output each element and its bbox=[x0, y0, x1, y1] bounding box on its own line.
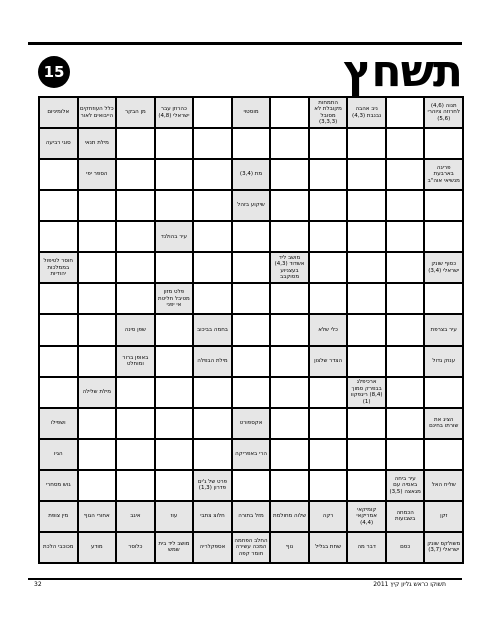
clue-text: עיר בהולנד bbox=[160, 233, 187, 240]
top-rule bbox=[28, 42, 462, 45]
clue-cell bbox=[193, 501, 232, 532]
clue-text: ושפילו bbox=[50, 419, 66, 426]
clue-cell bbox=[424, 408, 463, 439]
answer-cell[interactable] bbox=[116, 159, 155, 190]
answer-cell[interactable] bbox=[347, 252, 386, 283]
answer-cell[interactable] bbox=[116, 221, 155, 252]
clue-text: ניב אהבה נבנבת (4,3) bbox=[352, 106, 382, 119]
clue-cell bbox=[232, 408, 271, 439]
answer-cell[interactable] bbox=[78, 470, 117, 501]
clue-text: בחמה בביכוב bbox=[196, 326, 228, 333]
clue-cell bbox=[424, 97, 463, 128]
crossword-grid bbox=[38, 96, 464, 564]
answer-cell[interactable] bbox=[386, 159, 425, 190]
clue-cell bbox=[232, 190, 271, 221]
answer-cell[interactable] bbox=[78, 283, 117, 314]
puzzle-title: תשחץ bbox=[343, 46, 462, 97]
answer-cell[interactable] bbox=[116, 377, 155, 408]
answer-cell[interactable] bbox=[78, 221, 117, 252]
clue-cell bbox=[386, 470, 425, 501]
clue-cell bbox=[78, 159, 117, 190]
answer-cell[interactable] bbox=[155, 190, 194, 221]
clue-text: קומיקאי אמריקאי (4,4) bbox=[356, 506, 377, 526]
clue-text: מן הבקר bbox=[124, 109, 146, 116]
clue-cell bbox=[39, 501, 78, 532]
clue-text: כהרוזן עבר ישראלי (4,8) bbox=[158, 106, 190, 119]
clue-text: שיקוע בזהל bbox=[237, 202, 265, 209]
answer-cell[interactable] bbox=[347, 314, 386, 345]
answer-cell[interactable] bbox=[39, 190, 78, 221]
clue-text: פרט של ג'ים פדרון (1,3) bbox=[197, 478, 228, 492]
answer-cell[interactable] bbox=[386, 97, 425, 128]
clue-cell bbox=[309, 314, 348, 345]
clue-cell bbox=[232, 532, 271, 563]
clue-cell bbox=[116, 97, 155, 128]
clue-text: שלוה מחולמת bbox=[272, 513, 307, 520]
clue-text: מין צופת bbox=[48, 513, 69, 520]
answer-cell[interactable] bbox=[347, 346, 386, 377]
clue-text: שחת בגליל bbox=[315, 544, 341, 551]
answer-cell[interactable] bbox=[39, 377, 78, 408]
clue-cell bbox=[193, 532, 232, 563]
clue-text: גוש מסחרי bbox=[45, 482, 71, 489]
clue-text: דבר מה bbox=[357, 544, 376, 551]
answer-cell[interactable] bbox=[347, 408, 386, 439]
answer-cell[interactable] bbox=[386, 377, 425, 408]
clue-cell bbox=[232, 501, 271, 532]
clue-cell bbox=[39, 532, 78, 563]
clue-text: אלומיניום bbox=[47, 109, 70, 116]
clue-cell bbox=[347, 532, 386, 563]
answer-cell[interactable] bbox=[193, 221, 232, 252]
clue-text: משולקס שונק ישראלי (3,7) bbox=[427, 540, 461, 554]
clue-text: אחורי הגוף bbox=[83, 513, 110, 520]
answer-cell[interactable] bbox=[39, 159, 78, 190]
answer-cell[interactable] bbox=[193, 190, 232, 221]
answer-cell[interactable] bbox=[386, 252, 425, 283]
answer-cell[interactable] bbox=[193, 439, 232, 470]
answer-cell[interactable] bbox=[309, 190, 348, 221]
clue-cell bbox=[347, 97, 386, 128]
clue-text: הרי באפריקה bbox=[235, 451, 267, 457]
answer-cell[interactable] bbox=[386, 128, 425, 159]
answer-cell[interactable] bbox=[155, 408, 194, 439]
clue-cell bbox=[309, 501, 348, 532]
clue-text: כלוסר bbox=[128, 544, 143, 551]
clue-cell bbox=[39, 128, 78, 159]
clue-cell bbox=[39, 252, 78, 283]
clue-text: מילת שלילה bbox=[82, 388, 112, 395]
answer-cell[interactable] bbox=[78, 190, 117, 221]
clue-cell bbox=[78, 97, 117, 128]
answer-cell[interactable] bbox=[424, 377, 463, 408]
answer-cell[interactable] bbox=[193, 159, 232, 190]
clue-cell bbox=[116, 346, 155, 377]
answer-cell[interactable] bbox=[232, 314, 271, 345]
answer-cell[interactable] bbox=[347, 190, 386, 221]
clue-cell bbox=[78, 532, 117, 563]
answer-cell[interactable] bbox=[347, 159, 386, 190]
clue-text: מודע bbox=[90, 544, 103, 551]
clue-text: כלל העוזחקים הייבואים לאור bbox=[79, 106, 114, 119]
clue-text: הגיו bbox=[53, 451, 63, 457]
clue-cell bbox=[193, 470, 232, 501]
clue-cell bbox=[270, 252, 309, 283]
clue-cell bbox=[347, 501, 386, 532]
clue-cell bbox=[347, 377, 386, 408]
footer-rule bbox=[28, 578, 462, 580]
clue-text: שפן סינה bbox=[124, 326, 146, 333]
answer-cell[interactable] bbox=[116, 190, 155, 221]
clue-text: החלב הפחמה המכה עשירה חומר קפה bbox=[234, 537, 268, 557]
answer-cell[interactable] bbox=[232, 283, 271, 314]
answer-cell[interactable] bbox=[270, 470, 309, 501]
clue-cell bbox=[424, 470, 463, 501]
clue-text: סוגי רביעה bbox=[45, 140, 71, 147]
answer-cell[interactable] bbox=[116, 128, 155, 159]
answer-cell[interactable] bbox=[193, 408, 232, 439]
clue-cell bbox=[155, 283, 194, 314]
answer-cell[interactable] bbox=[347, 439, 386, 470]
clue-text: מושב ליד אשדוד (4,3) בעצניוע מסוקבב bbox=[274, 254, 305, 281]
clue-cell bbox=[116, 314, 155, 345]
answer-cell[interactable] bbox=[78, 408, 117, 439]
clue-text: ענוק גדול bbox=[432, 357, 456, 364]
answer-cell[interactable] bbox=[386, 346, 425, 377]
answer-cell[interactable] bbox=[270, 408, 309, 439]
answer-cell[interactable] bbox=[347, 283, 386, 314]
answer-cell[interactable] bbox=[116, 283, 155, 314]
clue-cell bbox=[155, 221, 194, 252]
answer-cell[interactable] bbox=[270, 97, 309, 128]
answer-cell[interactable] bbox=[347, 470, 386, 501]
clue-text: התמחות מקובלת לא מסובל (3,3,3) bbox=[314, 99, 342, 126]
clue-cell bbox=[270, 532, 309, 563]
clue-text: כסם bbox=[400, 544, 411, 551]
clue-text: הכמחה בשבועות bbox=[395, 509, 416, 523]
answer-cell[interactable] bbox=[424, 190, 463, 221]
clue-text: חלוצ צתבי bbox=[200, 513, 225, 520]
clue-text: כלי שלא bbox=[318, 326, 338, 333]
clue-text: עיר בצרפת bbox=[430, 326, 457, 333]
clue-text: באופן ברור ומוחלט bbox=[122, 354, 149, 368]
answer-cell[interactable] bbox=[39, 314, 78, 345]
clue-cell bbox=[116, 501, 155, 532]
answer-cell[interactable] bbox=[270, 283, 309, 314]
clue-cell bbox=[424, 314, 463, 345]
answer-cell[interactable] bbox=[270, 221, 309, 252]
clue-text: חוסר לטיפול בממלכות יהודיות bbox=[43, 258, 74, 278]
answer-cell[interactable] bbox=[78, 346, 117, 377]
answer-cell[interactable] bbox=[386, 221, 425, 252]
answer-cell[interactable] bbox=[193, 377, 232, 408]
clue-text: שליח האל bbox=[431, 482, 456, 489]
answer-cell[interactable] bbox=[424, 439, 463, 470]
clue-text: אספקלריה bbox=[199, 544, 226, 551]
clue-cell bbox=[39, 97, 78, 128]
clue-cell bbox=[155, 97, 194, 128]
answer-cell[interactable] bbox=[309, 128, 348, 159]
clue-text: מת (3,4) bbox=[239, 171, 263, 178]
clue-cell bbox=[39, 439, 78, 470]
answer-cell[interactable] bbox=[386, 408, 425, 439]
clue-text: הציג את שורתו בחינם bbox=[429, 416, 459, 430]
answer-cell[interactable] bbox=[155, 470, 194, 501]
answer-cell[interactable] bbox=[424, 128, 463, 159]
answer-cell[interactable] bbox=[232, 377, 271, 408]
answer-cell[interactable] bbox=[309, 377, 348, 408]
clue-cell bbox=[424, 346, 463, 377]
answer-cell[interactable] bbox=[155, 346, 194, 377]
answer-cell[interactable] bbox=[270, 439, 309, 470]
clue-cell bbox=[424, 501, 463, 532]
answer-cell[interactable] bbox=[155, 377, 194, 408]
clue-text: אקספורט bbox=[239, 419, 263, 426]
answer-cell[interactable] bbox=[309, 283, 348, 314]
answer-cell[interactable] bbox=[386, 439, 425, 470]
clue-cell bbox=[193, 346, 232, 377]
clue-cell bbox=[309, 346, 348, 377]
answer-cell[interactable] bbox=[386, 314, 425, 345]
clue-text: נוף bbox=[285, 544, 294, 551]
answer-cell[interactable] bbox=[155, 128, 194, 159]
answer-cell[interactable] bbox=[116, 439, 155, 470]
answer-cell[interactable] bbox=[309, 221, 348, 252]
clue-cell bbox=[232, 159, 271, 190]
clue-cell bbox=[424, 159, 463, 190]
clue-cell bbox=[309, 532, 348, 563]
clue-text: הספר יפי bbox=[86, 171, 108, 178]
page-number: 32 bbox=[34, 581, 42, 588]
clue-cell bbox=[78, 377, 117, 408]
clue-text: מילת תנאי bbox=[84, 140, 109, 147]
answer-cell[interactable] bbox=[309, 408, 348, 439]
clue-text: עוז bbox=[170, 513, 178, 520]
answer-cell[interactable] bbox=[232, 346, 271, 377]
clue-cell bbox=[193, 314, 232, 345]
answer-cell[interactable] bbox=[309, 439, 348, 470]
clue-cell bbox=[424, 252, 463, 283]
answer-cell[interactable] bbox=[386, 283, 425, 314]
clue-text: מילת הבפלה bbox=[197, 357, 228, 364]
answer-cell[interactable] bbox=[309, 252, 348, 283]
answer-cell[interactable] bbox=[116, 408, 155, 439]
answer-cell[interactable] bbox=[424, 221, 463, 252]
clue-text: מוסטוי bbox=[243, 109, 259, 116]
answer-cell[interactable] bbox=[78, 439, 117, 470]
clue-text: זקן bbox=[440, 513, 448, 520]
answer-cell[interactable] bbox=[39, 221, 78, 252]
clue-cell bbox=[78, 501, 117, 532]
clue-cell bbox=[39, 408, 78, 439]
answer-cell[interactable] bbox=[155, 314, 194, 345]
answer-cell[interactable] bbox=[193, 128, 232, 159]
answer-cell[interactable] bbox=[232, 252, 271, 283]
answer-cell[interactable] bbox=[193, 252, 232, 283]
clue-text: מזל בתורה bbox=[238, 513, 264, 520]
clue-text: פריגה בארבעת מנשיאי אוה"ב bbox=[427, 164, 460, 184]
clue-cell bbox=[386, 501, 425, 532]
answer-cell[interactable] bbox=[232, 470, 271, 501]
answer-cell[interactable] bbox=[424, 283, 463, 314]
clue-text: כסוף שונק ישראלי (3,4) bbox=[428, 261, 460, 274]
answer-cell[interactable] bbox=[270, 377, 309, 408]
answer-cell[interactable] bbox=[78, 314, 117, 345]
clue-text: מכוכבי הלכת bbox=[43, 544, 74, 551]
answer-cell[interactable] bbox=[116, 470, 155, 501]
clue-cell bbox=[78, 128, 117, 159]
answer-cell[interactable] bbox=[347, 221, 386, 252]
clue-cell bbox=[116, 532, 155, 563]
clue-text: פלט מזון מטיבל חליטת אי יפני bbox=[158, 289, 190, 309]
answer-cell[interactable] bbox=[116, 252, 155, 283]
clue-cell bbox=[155, 501, 194, 532]
magazine-footer: תשוקו כראש גליון קיץ 2011 bbox=[373, 581, 446, 588]
clue-cell bbox=[309, 97, 348, 128]
answer-cell[interactable] bbox=[193, 283, 232, 314]
clue-text: ארכיפלג בבפרק סמוך (8,4) ריגפקוו (1) bbox=[350, 379, 383, 405]
clue-cell bbox=[232, 97, 271, 128]
clue-text: הצדר שלצון bbox=[314, 357, 343, 364]
clue-text: מושב ליד בית שמש bbox=[158, 540, 190, 554]
answer-cell[interactable] bbox=[270, 346, 309, 377]
answer-cell[interactable] bbox=[386, 190, 425, 221]
clue-cell bbox=[424, 532, 463, 563]
clue-cell bbox=[386, 532, 425, 563]
answer-cell[interactable] bbox=[155, 439, 194, 470]
clue-cell bbox=[270, 501, 309, 532]
answer-cell[interactable] bbox=[78, 252, 117, 283]
clue-text: תנוה (4,6) לחרוזה ציוהרי (5,6) bbox=[427, 102, 460, 122]
clue-text: עיר ביחה באסיה עם מגאצה (3,5) bbox=[389, 475, 421, 495]
clue-cell bbox=[232, 439, 271, 470]
answer-cell[interactable] bbox=[193, 97, 232, 128]
answer-cell[interactable] bbox=[309, 470, 348, 501]
answer-cell[interactable] bbox=[309, 159, 348, 190]
answer-cell[interactable] bbox=[155, 252, 194, 283]
answer-cell[interactable] bbox=[39, 283, 78, 314]
answer-cell[interactable] bbox=[270, 159, 309, 190]
clue-text: רקה bbox=[322, 513, 334, 520]
puzzle-number-badge: 15 bbox=[38, 56, 70, 88]
answer-cell[interactable] bbox=[347, 128, 386, 159]
clue-cell bbox=[39, 470, 78, 501]
clue-cell bbox=[155, 532, 194, 563]
answer-cell[interactable] bbox=[270, 128, 309, 159]
answer-cell[interactable] bbox=[155, 159, 194, 190]
clue-text: איגב bbox=[130, 513, 141, 520]
answer-cell[interactable] bbox=[270, 190, 309, 221]
answer-cell[interactable] bbox=[232, 128, 271, 159]
answer-cell[interactable] bbox=[39, 346, 78, 377]
answer-cell[interactable] bbox=[270, 314, 309, 345]
answer-cell[interactable] bbox=[232, 221, 271, 252]
